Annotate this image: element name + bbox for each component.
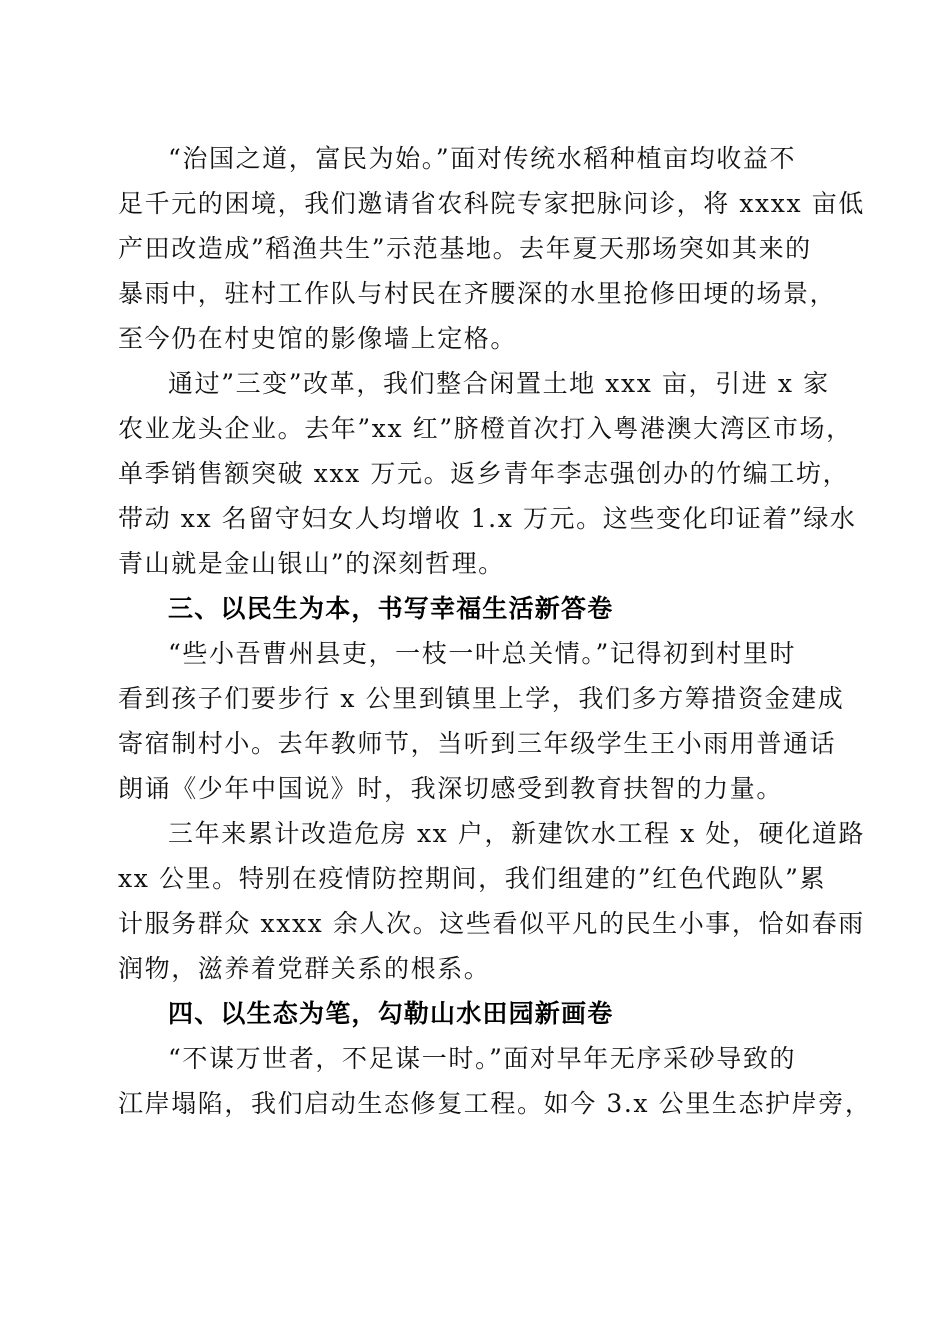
- paragraph-2-line-5: 青山就是金山银山”的深刻哲理。: [118, 549, 505, 578]
- paragraph-1-line-5: 至今仍在村史馆的影像墙上定格。: [118, 324, 518, 353]
- paragraph-2-line-4: 带动 xx 名留守妇女人均增收 1.x 万元。这些变化印证着”绿水: [118, 504, 857, 533]
- paragraph-3-line-1: “些小吾曹州县吏，一枝一叶总关情。”记得初到村里时: [168, 639, 797, 668]
- section-heading-3: 三、以民生为本，书写幸福生活新答卷: [168, 594, 614, 623]
- paragraph-5-line-1: “不谋万世者，不足谋一时。”面对早年无序采砂导致的: [168, 1044, 797, 1073]
- paragraph-2-line-2: 农业龙头企业。去年”xx 红”脐橙首次打入粤港澳大湾区市场，: [118, 414, 853, 443]
- paragraph-1-line-4: 暴雨中，驻村工作队与村民在齐腰深的水里抢修田埂的场景，: [118, 279, 837, 308]
- paragraph-4-line-3: 计服务群众 xxxx 余人次。这些看似平凡的民生小事，恰如春雨: [118, 909, 865, 938]
- paragraph-3-line-4: 朗诵《少年中国说》时，我深切感受到教育扶智的力量。: [118, 774, 784, 803]
- paragraph-4-line-1: 三年来累计改造危房 xx 户，新建饮水工程 x 处，硬化道路: [168, 819, 866, 848]
- paragraph-1-line-3: 产田改造成”稻渔共生”示范基地。去年夏天那场突如其来的: [118, 234, 812, 263]
- paragraph-5-line-2: 江岸塌陷，我们启动生态修复工程。如今 3.x 公里生态护岸旁，: [118, 1089, 872, 1118]
- section-heading-4: 四、以生态为笔，勾勒山水田园新画卷: [168, 999, 614, 1028]
- paragraph-1-line-1: “治国之道，富民为始。”面对传统水稻种植亩均收益不: [168, 144, 797, 173]
- paragraph-3-line-2: 看到孩子们要步行 x 公里到镇里上学，我们多方筹措资金建成: [118, 684, 845, 713]
- paragraph-3-line-3: 寄宿制村小。去年教师节，当听到三年级学生王小雨用普通话: [118, 729, 837, 758]
- paragraph-2-line-1: 通过”三变”改革，我们整合闲置土地 xxx 亩，引进 x 家: [168, 369, 830, 398]
- paragraph-4-line-2: xx 公里。特别在疫情防控期间，我们组建的”红色代跑队”累: [118, 864, 827, 893]
- paragraph-4-line-4: 润物，滋养着党群关系的根系。: [118, 954, 491, 983]
- paragraph-1-line-2: 足千元的困境，我们邀请省农科院专家把脉问诊，将 xxxx 亩低: [118, 189, 865, 218]
- paragraph-2-line-3: 单季销售额突破 xxx 万元。返乡青年李志强创办的竹编工坊，: [118, 459, 850, 488]
